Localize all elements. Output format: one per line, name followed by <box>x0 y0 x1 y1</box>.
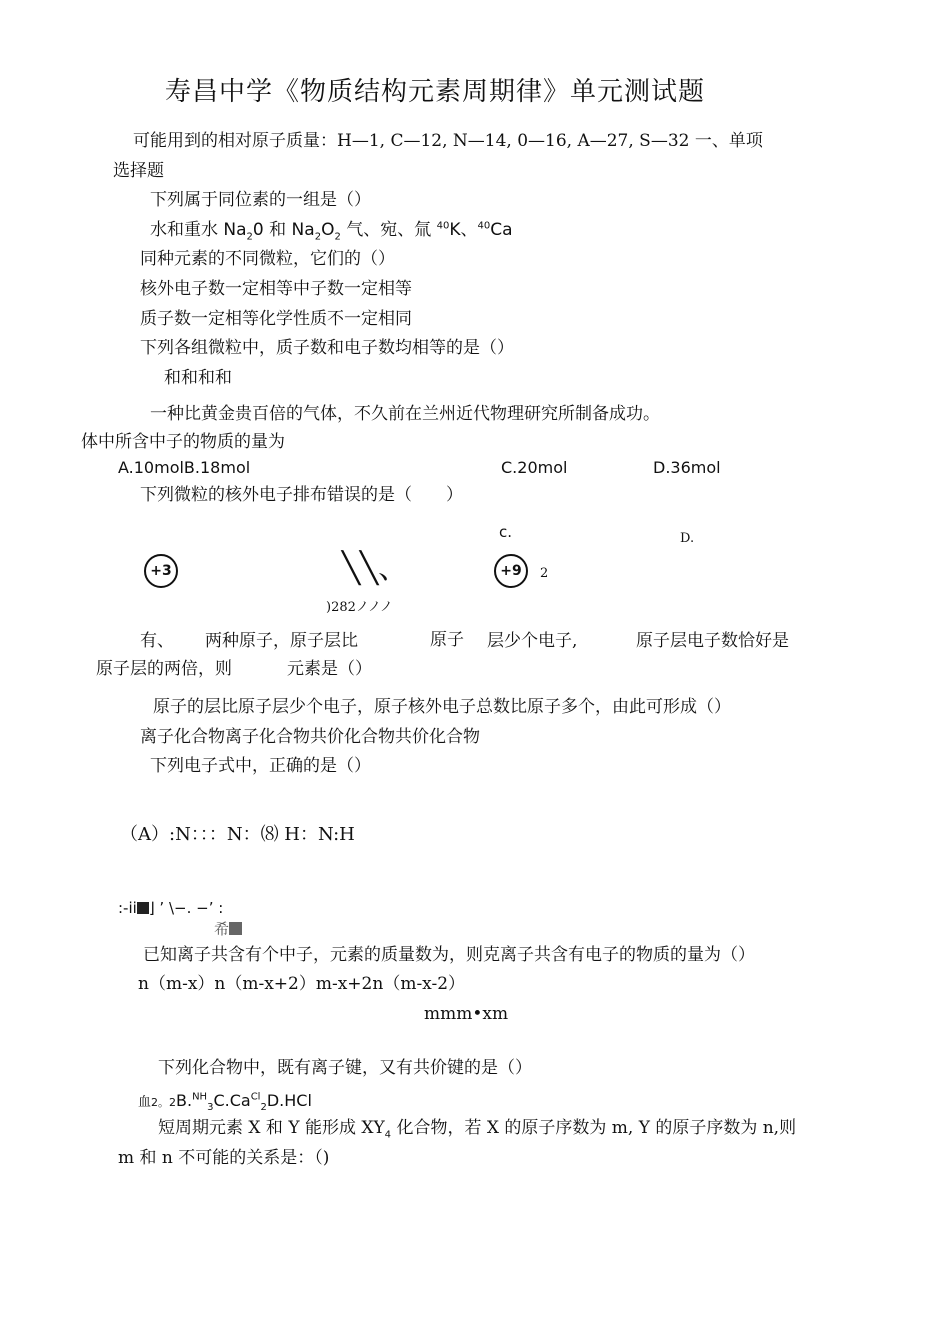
q9-stem: 已知离子共含有个中子，元素的质量数为，则克离子共含有电子的物质的量为（） <box>143 945 755 965</box>
q4-option-d: D.36mol <box>653 458 721 477</box>
q5-label-c: c. <box>499 523 513 541</box>
q5-atom-b-shells: ╲╲、 <box>342 551 409 586</box>
black-square-icon <box>137 902 149 914</box>
q11-stem-2: m 和 n 不可能的关系是：（) <box>118 1148 330 1168</box>
q1-opt-c: 气、宛、氚 <box>340 220 437 240</box>
intro-line-1: 可能用到的相对原子质量：H—1, C—12, N—14, 0—16, A—27, S—32 一、单项 <box>133 131 763 151</box>
q8-stem: 下列电子式中，正确的是（） <box>150 756 371 776</box>
q11-stem: 短周期元素 X 和 Y 能形成 $XY_4$ 化合物，若 X 的原子序数为 m, Y 的原子序数为 n,则 <box>158 1118 797 1141</box>
q6-seg-2: 两种原子，原子层比 <box>205 631 358 651</box>
q4-option-ab: A.10molB.18mol <box>118 458 251 477</box>
q6-seg-3: 原子 <box>430 630 464 650</box>
q7-options: 离子化合物离子化合物共价化合物共价化合物 <box>140 727 480 747</box>
q10-options: 血2。$2B.^{NH}_3C.Ca^{Cl}_2D.HCl$ <box>138 1091 312 1114</box>
q3-options: 和和和和 <box>164 368 232 388</box>
q4-stem: 一种比黄金贵百倍的气体，不久前在兰州近代物理研究所制备成功。 <box>150 404 660 424</box>
q2-options-1: 核外电子数一定相等中子数一定相等 <box>140 279 412 299</box>
q5-atom-c-nucleus: +9 <box>494 554 528 588</box>
q6-line-2a: 原子层的两倍，则 <box>96 659 232 679</box>
q5-label-d: D. <box>680 531 695 546</box>
q10-stem: 下列化合物中，既有离子键，又有共价键的是（） <box>158 1058 532 1078</box>
q5-atom-b-label: )282ノノノ <box>326 600 393 615</box>
q5-atom-a-nucleus: +3 <box>144 554 178 588</box>
q2-stem: 同种元素的不同微粒，它们的（） <box>140 249 395 269</box>
q5-atom-c-number: 2 <box>540 566 549 581</box>
intro-line-2: 选择题 <box>113 161 164 181</box>
q6-seg-1: 有、 <box>140 631 174 651</box>
q9-denominators: mmm•xm <box>424 1004 509 1024</box>
q1-stem: 下列属于同位素的一组是（） <box>150 190 371 210</box>
page-title: 寿昌中学《物质结构元素周期律》单元测试题 <box>165 77 706 107</box>
q9-options: n（m-x）n（m-x+2）m-x+2n（m-x-2） <box>138 974 466 994</box>
q4-option-c: C.20mol <box>501 458 568 477</box>
q8-options: （A）:N：：：N：⑻ H：N:H <box>120 824 355 845</box>
q1-opt-a: 水和重水 <box>150 220 224 240</box>
q8-garbled-2: 希 <box>214 918 242 940</box>
q6-line-2b: 元素是（） <box>287 659 372 679</box>
q6-seg-5: 原子层电子数恰好是 <box>636 631 789 651</box>
q8-garbled-formula: :-ii ⌋ ’ \−. −’ : <box>118 899 224 917</box>
q5-stem: 下列微粒的核外电子排布错误的是（ ） <box>140 485 463 505</box>
q1-opt-b: $Na_20$ 和 $Na_2O_2$ <box>223 220 341 243</box>
q6-seg-4: 层少个电子, <box>487 631 578 651</box>
gray-square-icon <box>229 922 242 935</box>
q1-opt-d: $^{40}$K、$^{40}$Ca <box>436 220 513 240</box>
q2-options-2: 质子数一定相等化学性质不一定相同 <box>140 309 412 329</box>
q3-stem: 下列各组微粒中，质子数和电子数均相等的是（） <box>140 338 514 358</box>
q1-options <box>150 219 513 241</box>
q4-stem-2: 体中所含中子的物质的量为 <box>81 432 285 452</box>
q7-stem: 原子的层比原子层少个电子，原子核外电子总数比原子多个，由此可形成（） <box>153 697 731 717</box>
